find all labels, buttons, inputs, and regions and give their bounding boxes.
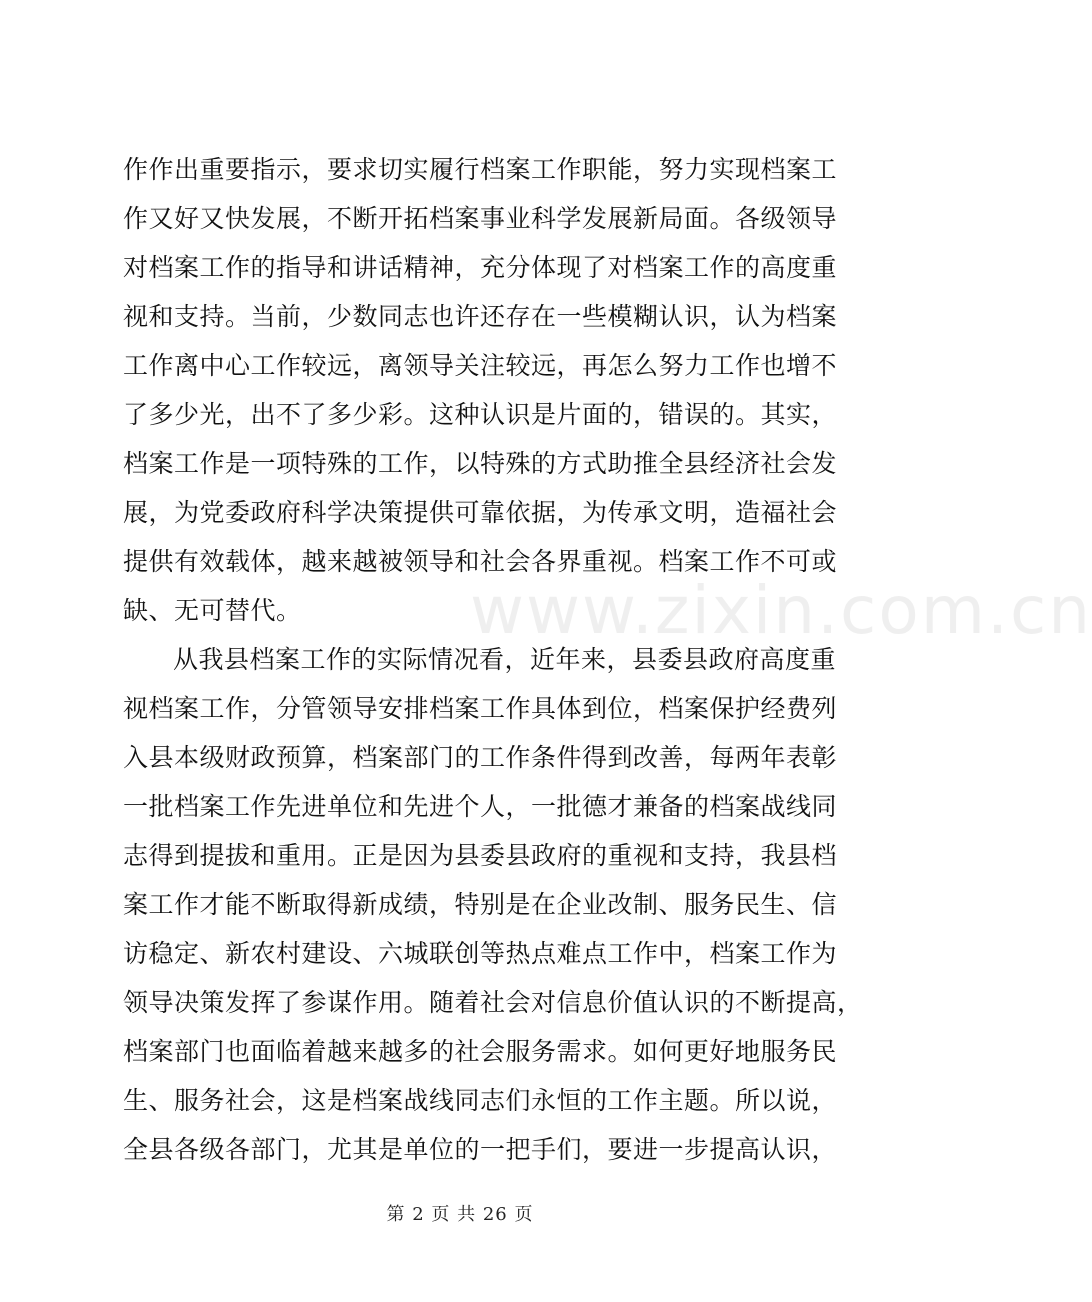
document-body — [123, 145, 863, 1174]
text-line: 展，为党委政府科学决策提供可靠依据，为传承文明，造福社会 — [123, 498, 838, 527]
text-line: 生、服务社会，这是档案战线同志们永恒的工作主题。所以说， — [123, 1086, 838, 1115]
text-line: 案工作才能不断取得新成绩，特别是在企业改制、服务民生、信 — [123, 890, 838, 919]
text-line: 视和支持。当前，少数同志也许还存在一些模糊认识，认为档案 — [123, 302, 838, 331]
text-line: 了多少光，出不了多少彩。这种认识是片面的，错误的。其实， — [123, 400, 838, 429]
text-line: 领导决策发挥了参谋作用。随着社会对信息价值认识的不断提高， — [123, 988, 863, 1017]
text-line: 作又好又快发展，不断开拓档案事业科学发展新局面。各级领导 — [123, 204, 838, 233]
text-line: 一批档案工作先进单位和先进个人，一批德才兼备的档案战线同 — [123, 792, 838, 821]
text-line: 提供有效载体，越来越被领导和社会各界重视。档案工作不可或 — [123, 547, 838, 576]
text-line: 档案部门也面临着越来越多的社会服务需求。如何更好地服务民 — [123, 1037, 838, 1066]
page-number-footer: 第 2 页 共 26 页 — [386, 1204, 534, 1225]
text-line: 缺、无可替代。 — [123, 596, 302, 625]
paragraph-first-line: 从我县档案工作的实际情况看，近年来，县委县政府高度重 — [173, 645, 837, 674]
text-line: 视档案工作，分管领导安排档案工作具体到位，档案保护经费列 — [123, 694, 838, 723]
text-line: 对档案工作的指导和讲话精神，充分体现了对档案工作的高度重 — [123, 253, 838, 282]
text-line: 访稳定、新农村建设、六城联创等热点难点工作中，档案工作为 — [123, 939, 838, 968]
text-line: 工作离中心工作较远，离领导关注较远，再怎么努力工作也增不 — [123, 351, 838, 380]
text-line: 作作出重要指示，要求切实履行档案工作职能，努力实现档案工 — [123, 155, 838, 184]
text-line: 入县本级财政预算，档案部门的工作条件得到改善，每两年表彰 — [123, 743, 838, 772]
text-line: 档案工作是一项特殊的工作，以特殊的方式助推全县经济社会发 — [123, 449, 838, 478]
watermark-text: www.zixin.com.cn — [470, 572, 1092, 649]
text-line: 志得到提拔和重用。正是因为县委县政府的重视和支持，我县档 — [123, 841, 838, 870]
text-line: 全县各级各部门，尤其是单位的一把手们，要进一步提高认识， — [123, 1135, 838, 1164]
